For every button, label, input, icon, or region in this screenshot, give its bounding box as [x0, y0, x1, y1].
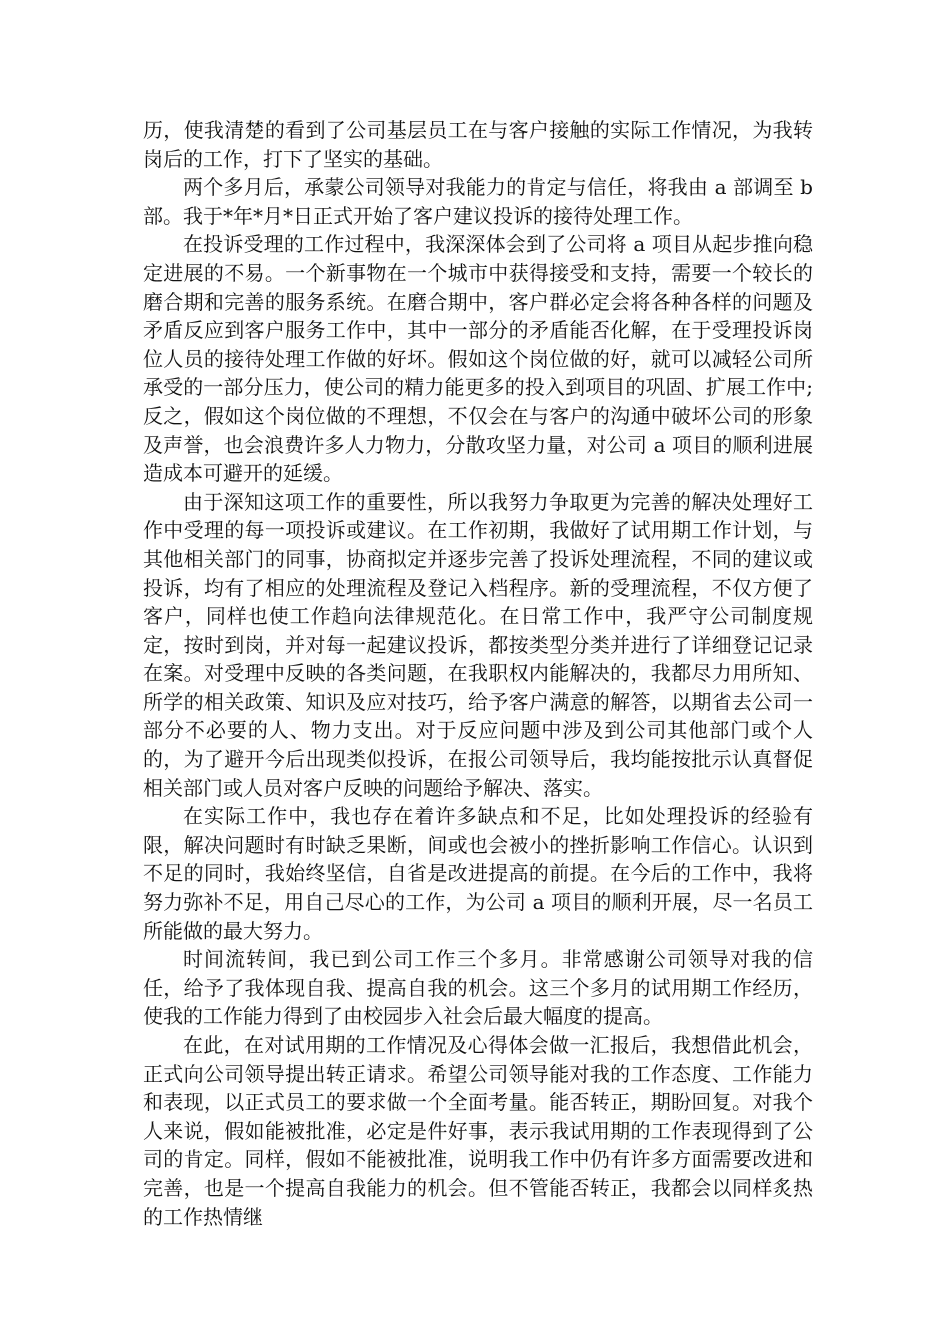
paragraph-3: 在投诉受理的工作过程中，我深深体会到了公司将 a 项目从起步推向稳定进展的不易。一个新事物在一个城市中获得接受和支持，需要一个较长的磨合期和完善的服务系统。在磨合期中，客户群必定会将各种各样的问题及矛盾反应到客户服务工作中，其中一部分的矛盾能否化解，在于受理投诉岗位人员的接待处理工作做的好坏。假如这个岗位做的好，就可以减轻公司所承受的一部分压力，使公司的精力能更多的投入到项目的巩固、扩展工作中;反之，假如这个岗位做的不理想，不仅会在与客户的沟通中破坏公司的形象及声誉，也会浪费许多人力物力，分散攻坚力量，对公司 a 项目的顺利进展造成本可避开的延缓。: [143, 232, 813, 486]
document-body: [143, 116, 813, 1231]
paragraph-4: 由于深知这项工作的重要性，所以我努力争取更为完善的解决处理好工作中受理的每一项投诉或建议。在工作初期，我做好了试用期工作计划，与其他相关部门的同事，协商拟定并逐步完善了投诉处理流程，不同的建议或投诉，均有了相应的处理流程及登记入档程序。新的受理流程，不仅方便了客户，同样也使工作趋向法律规范化。在日常工作中，我严守公司制度规定，按时到岗，并对每一起建议投诉，都按类型分类并进行了详细登记记录在案。对受理中反映的各类问题，在我职权内能解决的，我都尽力用所知、所学的相关政策、知识及应对技巧，给予客户满意的解答，以期省去公司一部分不必要的人、物力支出。对于反应问题中涉及到公司其他部门或个人的，为了避开今后出现类似投诉，在报公司领导后，我均能按批示认真督促相关部门或人员对客户反映的问题给予解决、落实。: [143, 489, 813, 800]
paragraph-6: 时间流转间，我已到公司工作三个多月。非常感谢公司领导对我的信任，给予了我体现自我、提高自我的机会。这三个多月的试用期工作经历，使我的工作能力得到了由校园步入社会后最大幅度的提高。: [143, 947, 813, 1029]
paragraph-2: 两个多月后，承蒙公司领导对我能力的肯定与信任，将我由 a 部调至 b 部。我于*年*月*日正式开始了客户建议投诉的接待处理工作。: [143, 175, 813, 228]
paragraph-5: 在实际工作中，我也存在着许多缺点和不足，比如处理投诉的经验有限，解决问题时有时缺乏果断，间或也会被小的挫折影响工作信心。认识到不足的同时，我始终坚信，自省是改进提高的前提。在今后的工作中，我将努力弥补不足，用自己尽心的工作，为公司 a 项目的顺利开展，尽一名员工所能做的最大努力。: [143, 804, 813, 943]
paragraph-1: 历，使我清楚的看到了公司基层员工在与客户接触的实际工作情况，为我转岗后的工作，打下了坚实的基础。: [143, 118, 813, 171]
paragraph-7: 在此，在对试用期的工作情况及心得体会做一汇报后，我想借此机会，正式向公司领导提出转正请求。希望公司领导能对我的工作态度、工作能力和表现，以正式员工的要求做一个全面考量。能否转正，期盼回复。对我个人来说，假如能被批准，必定是件好事，表示我试用期的工作表现得到了公司的肯定。同样，假如不能被批准，说明我工作中仍有许多方面需要改进和完善，也是一个提高自我能力的机会。但不管能否转正，我都会以同样炙热的工作热情继: [143, 1033, 813, 1229]
